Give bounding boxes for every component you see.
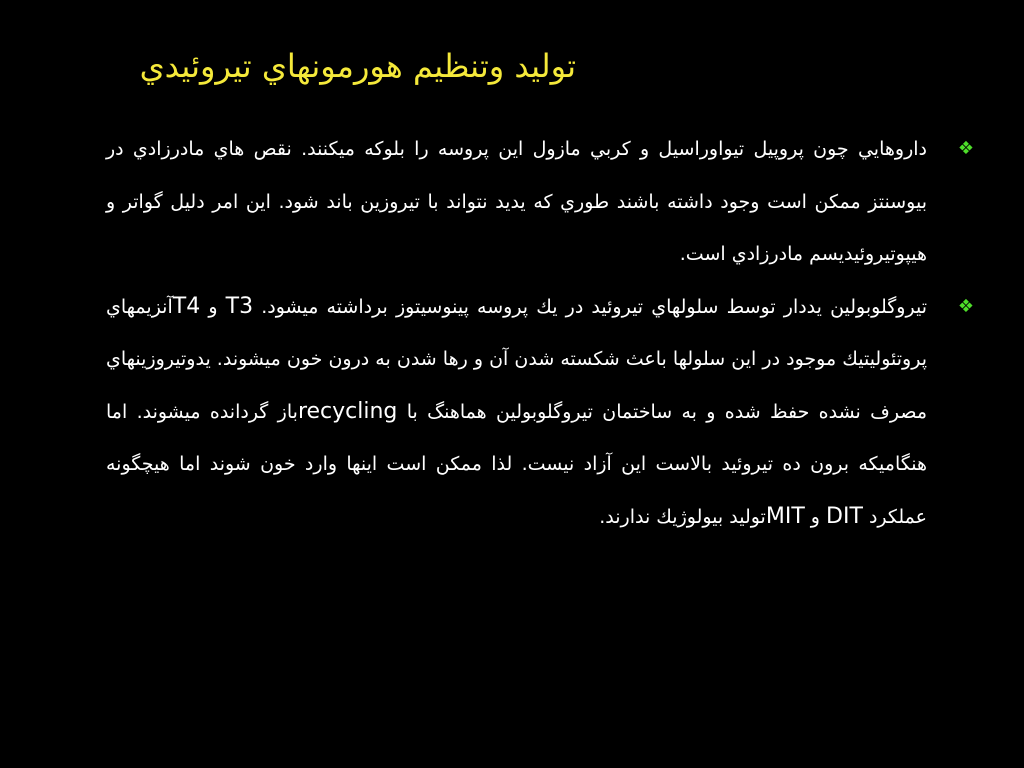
- term-dit: DIT: [826, 503, 863, 529]
- diamond-bullet-icon: ❖: [957, 138, 974, 159]
- paragraph-2-part-3: آنزيمهاي پروتئوليتيك موجود در اين سلولها باعث شكسته شدن آن و رها شدن به درون خون ميشوند. يدوتيروزينهاي مصرف نشده حفظ شده و به ساختمان تيروگلوبولين هماهنگ با: [106, 295, 927, 423]
- paragraph-1: [106, 123, 974, 281]
- paragraph-2: [106, 281, 974, 544]
- slide-body: [106, 123, 974, 543]
- diamond-bullet-icon: ❖: [957, 295, 974, 317]
- term-recycling: recycling: [297, 398, 398, 424]
- paragraph-2-part-5: و: [804, 505, 827, 528]
- term-t3: T3: [225, 293, 254, 319]
- paragraph-1-text: داروهايي چون پروپيل تيواوراسيل و كربي مازول اين پروسه را بلوكه ميكنند. نقص هاي مادرزادي در بيوسنتز ممكن است وجود داشته باشند طوري كه يديد نتواند با تيروزين باند شود. اين امر دليل گواتر و هيپوتيروئيديسم مادرزادي است.: [106, 138, 927, 265]
- slide-title: توليد وتنظيم هورمونهاي تيروئيدي: [139, 47, 576, 85]
- paragraph-2-part-1: تيروگلوبولين يددار توسط سلولهاي تيروئيد در يك پروسه پينوسيتوز برداشته ميشود.: [253, 295, 927, 318]
- paragraph-2-part-2: و: [200, 295, 226, 318]
- term-t4: T4: [172, 293, 201, 319]
- paragraph-2-part-4: باز گردانده ميشوند. اما هنگاميكه برون ده تيروئيد بالاست اين آزاد نيست. لذا ممكن است اينها وارد خون شوند اما هيچگونه عملكرد: [106, 400, 927, 528]
- term-mit: MIT: [765, 503, 805, 529]
- paragraph-2-part-6: توليد بيولوژيك ندارند.: [599, 505, 766, 528]
